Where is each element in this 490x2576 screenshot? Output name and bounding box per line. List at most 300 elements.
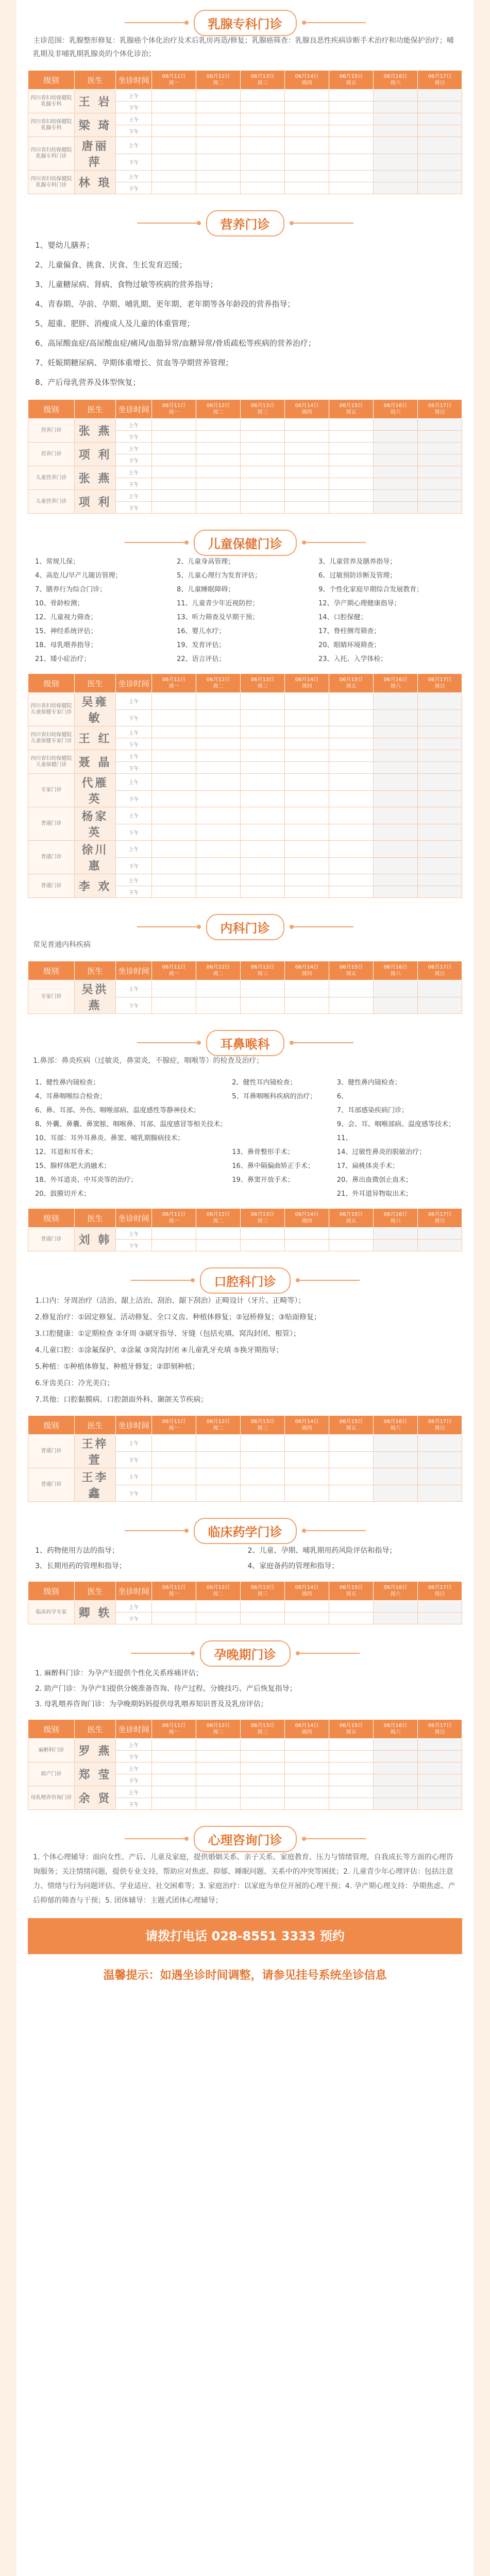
slot-cell[interactable] <box>329 738 374 750</box>
slot-cell[interactable] <box>374 857 418 874</box>
slot-cell[interactable] <box>285 113 329 125</box>
slot-cell[interactable] <box>196 886 241 898</box>
slot-cell[interactable] <box>241 693 285 710</box>
slot-cell[interactable] <box>329 1451 374 1468</box>
slot-cell[interactable] <box>418 443 462 454</box>
slot-cell[interactable] <box>374 1468 418 1485</box>
slot-cell[interactable] <box>285 1774 329 1786</box>
slot-cell[interactable] <box>329 997 374 1014</box>
slot-cell[interactable] <box>329 1786 374 1798</box>
slot-cell[interactable] <box>152 431 196 443</box>
slot-cell[interactable] <box>152 1774 196 1786</box>
slot-cell[interactable] <box>374 874 418 886</box>
slot-cell[interactable] <box>374 841 418 858</box>
slot-cell[interactable] <box>329 1739 374 1751</box>
slot-cell[interactable] <box>196 443 241 454</box>
slot-cell[interactable] <box>374 886 418 898</box>
slot-cell[interactable] <box>196 1451 241 1468</box>
slot-cell[interactable] <box>152 738 196 750</box>
slot-cell[interactable] <box>418 774 462 791</box>
slot-cell[interactable] <box>418 1485 462 1502</box>
slot-cell[interactable] <box>374 1798 418 1810</box>
slot-cell[interactable] <box>241 101 285 113</box>
slot-cell[interactable] <box>374 466 418 478</box>
slot-cell[interactable] <box>196 857 241 874</box>
slot-cell[interactable] <box>418 113 462 125</box>
slot-cell[interactable] <box>285 125 329 137</box>
slot-cell[interactable] <box>329 1601 374 1613</box>
slot-cell[interactable] <box>329 1435 374 1452</box>
slot-cell[interactable] <box>418 1468 462 1485</box>
slot-cell[interactable] <box>152 886 196 898</box>
slot-cell[interactable] <box>241 886 285 898</box>
slot-cell[interactable] <box>374 431 418 443</box>
slot-cell[interactable] <box>241 750 285 762</box>
slot-cell[interactable] <box>196 841 241 858</box>
slot-cell[interactable] <box>418 454 462 466</box>
slot-cell[interactable] <box>152 1739 196 1751</box>
slot-cell[interactable] <box>285 154 329 171</box>
slot-cell[interactable] <box>241 1798 285 1810</box>
slot-cell[interactable] <box>285 101 329 113</box>
row-doctor[interactable]: 张 燕 <box>75 466 116 490</box>
slot-cell[interactable] <box>285 1798 329 1810</box>
slot-cell[interactable] <box>418 154 462 171</box>
slot-cell[interactable] <box>196 90 241 101</box>
slot-cell[interactable] <box>196 1798 241 1810</box>
slot-cell[interactable] <box>418 980 462 997</box>
slot-cell[interactable] <box>152 857 196 874</box>
slot-cell[interactable] <box>196 1468 241 1485</box>
slot-cell[interactable] <box>418 137 462 154</box>
slot-cell[interactable] <box>285 857 329 874</box>
slot-cell[interactable] <box>152 726 196 738</box>
slot-cell[interactable] <box>418 182 462 194</box>
slot-cell[interactable] <box>285 841 329 858</box>
slot-cell[interactable] <box>241 1774 285 1786</box>
slot-cell[interactable] <box>329 171 374 182</box>
slot-cell[interactable] <box>374 101 418 113</box>
slot-cell[interactable] <box>418 750 462 762</box>
slot-cell[interactable] <box>418 1739 462 1751</box>
slot-cell[interactable] <box>418 90 462 101</box>
slot-cell[interactable] <box>152 466 196 478</box>
slot-cell[interactable] <box>418 1762 462 1774</box>
slot-cell[interactable] <box>196 762 241 774</box>
slot-cell[interactable] <box>285 171 329 182</box>
slot-cell[interactable] <box>285 1228 329 1240</box>
slot-cell[interactable] <box>418 857 462 874</box>
slot-cell[interactable] <box>196 709 241 726</box>
slot-cell[interactable] <box>196 419 241 431</box>
slot-cell[interactable] <box>329 454 374 466</box>
slot-cell[interactable] <box>152 1786 196 1798</box>
slot-cell[interactable] <box>329 1240 374 1251</box>
slot-cell[interactable] <box>418 693 462 710</box>
slot-cell[interactable] <box>152 454 196 466</box>
slot-cell[interactable] <box>418 1751 462 1762</box>
slot-cell[interactable] <box>152 137 196 154</box>
slot-cell[interactable] <box>152 125 196 137</box>
slot-cell[interactable] <box>285 726 329 738</box>
slot-cell[interactable] <box>241 774 285 791</box>
slot-cell[interactable] <box>196 774 241 791</box>
slot-cell[interactable] <box>329 1751 374 1762</box>
slot-cell[interactable] <box>152 824 196 841</box>
slot-cell[interactable] <box>241 1240 285 1251</box>
slot-cell[interactable] <box>196 1601 241 1613</box>
slot-cell[interactable] <box>285 466 329 478</box>
slot-cell[interactable] <box>329 807 374 824</box>
slot-cell[interactable] <box>196 1435 241 1452</box>
row-doctor[interactable]: 代雁英 <box>75 774 116 807</box>
slot-cell[interactable] <box>152 90 196 101</box>
slot-cell[interactable] <box>374 997 418 1014</box>
slot-cell[interactable] <box>418 1240 462 1251</box>
slot-cell[interactable] <box>285 1786 329 1798</box>
slot-cell[interactable] <box>418 738 462 750</box>
slot-cell[interactable] <box>374 1751 418 1762</box>
slot-cell[interactable] <box>374 774 418 791</box>
slot-cell[interactable] <box>418 874 462 886</box>
slot-cell[interactable] <box>285 490 329 502</box>
slot-cell[interactable] <box>329 824 374 841</box>
slot-cell[interactable] <box>152 154 196 171</box>
slot-cell[interactable] <box>196 1228 241 1240</box>
slot-cell[interactable] <box>329 419 374 431</box>
slot-cell[interactable] <box>285 874 329 886</box>
slot-cell[interactable] <box>196 1613 241 1624</box>
slot-cell[interactable] <box>374 738 418 750</box>
slot-cell[interactable] <box>329 502 374 514</box>
row-doctor[interactable]: 王李鑫 <box>75 1468 116 1502</box>
row-doctor[interactable]: 唐丽萍 <box>75 137 116 171</box>
row-doctor[interactable]: 罗 燕 <box>75 1739 116 1762</box>
slot-cell[interactable] <box>374 807 418 824</box>
slot-cell[interactable] <box>418 1774 462 1786</box>
slot-cell[interactable] <box>374 478 418 490</box>
slot-cell[interactable] <box>241 478 285 490</box>
slot-cell[interactable] <box>241 113 285 125</box>
slot-cell[interactable] <box>285 431 329 443</box>
slot-cell[interactable] <box>418 1435 462 1452</box>
slot-cell[interactable] <box>285 807 329 824</box>
slot-cell[interactable] <box>196 1751 241 1762</box>
row-doctor[interactable]: 王梓萱 <box>75 1435 116 1468</box>
slot-cell[interactable] <box>329 431 374 443</box>
slot-cell[interactable] <box>196 478 241 490</box>
slot-cell[interactable] <box>285 90 329 101</box>
slot-cell[interactable] <box>374 1786 418 1798</box>
slot-cell[interactable] <box>285 1485 329 1502</box>
slot-cell[interactable] <box>285 137 329 154</box>
slot-cell[interactable] <box>374 824 418 841</box>
slot-cell[interactable] <box>152 1435 196 1452</box>
slot-cell[interactable] <box>196 490 241 502</box>
slot-cell[interactable] <box>374 1435 418 1452</box>
slot-cell[interactable] <box>374 490 418 502</box>
slot-cell[interactable] <box>329 726 374 738</box>
slot-cell[interactable] <box>241 182 285 194</box>
row-doctor[interactable]: 王 红 <box>75 726 116 750</box>
slot-cell[interactable] <box>152 478 196 490</box>
slot-cell[interactable] <box>374 1774 418 1786</box>
slot-cell[interactable] <box>329 490 374 502</box>
slot-cell[interactable] <box>152 790 196 807</box>
slot-cell[interactable] <box>374 726 418 738</box>
slot-cell[interactable] <box>285 738 329 750</box>
slot-cell[interactable] <box>241 1601 285 1613</box>
slot-cell[interactable] <box>196 454 241 466</box>
slot-cell[interactable] <box>241 841 285 858</box>
slot-cell[interactable] <box>152 1762 196 1774</box>
slot-cell[interactable] <box>329 125 374 137</box>
slot-cell[interactable] <box>285 454 329 466</box>
slot-cell[interactable] <box>241 1739 285 1751</box>
slot-cell[interactable] <box>418 431 462 443</box>
slot-cell[interactable] <box>241 874 285 886</box>
row-doctor[interactable]: 李 欢 <box>75 874 116 898</box>
row-doctor[interactable]: 王 岩 <box>75 90 116 113</box>
slot-cell[interactable] <box>418 726 462 738</box>
slot-cell[interactable] <box>374 171 418 182</box>
slot-cell[interactable] <box>241 726 285 738</box>
slot-cell[interactable] <box>285 1435 329 1452</box>
slot-cell[interactable] <box>196 137 241 154</box>
slot-cell[interactable] <box>374 1613 418 1624</box>
slot-cell[interactable] <box>285 1451 329 1468</box>
row-doctor[interactable]: 吴洪燕 <box>75 980 116 1014</box>
slot-cell[interactable] <box>285 182 329 194</box>
slot-cell[interactable] <box>152 762 196 774</box>
slot-cell[interactable] <box>374 419 418 431</box>
slot-cell[interactable] <box>196 431 241 443</box>
slot-cell[interactable] <box>152 1798 196 1810</box>
slot-cell[interactable] <box>418 824 462 841</box>
slot-cell[interactable] <box>285 762 329 774</box>
slot-cell[interactable] <box>285 419 329 431</box>
slot-cell[interactable] <box>418 490 462 502</box>
slot-cell[interactable] <box>196 807 241 824</box>
slot-cell[interactable] <box>285 1613 329 1624</box>
slot-cell[interactable] <box>285 1601 329 1613</box>
slot-cell[interactable] <box>152 841 196 858</box>
slot-cell[interactable] <box>329 693 374 710</box>
slot-cell[interactable] <box>285 502 329 514</box>
row-doctor[interactable]: 林 琅 <box>75 171 116 194</box>
slot-cell[interactable] <box>285 980 329 997</box>
slot-cell[interactable] <box>152 874 196 886</box>
slot-cell[interactable] <box>374 1485 418 1502</box>
slot-cell[interactable] <box>329 790 374 807</box>
slot-cell[interactable] <box>285 1751 329 1762</box>
slot-cell[interactable] <box>329 1228 374 1240</box>
slot-cell[interactable] <box>241 762 285 774</box>
row-doctor[interactable]: 梁 琦 <box>75 113 116 137</box>
slot-cell[interactable] <box>329 841 374 858</box>
slot-cell[interactable] <box>374 1451 418 1468</box>
slot-cell[interactable] <box>196 113 241 125</box>
slot-cell[interactable] <box>196 1762 241 1774</box>
slot-cell[interactable] <box>241 824 285 841</box>
slot-cell[interactable] <box>329 1798 374 1810</box>
slot-cell[interactable] <box>196 1485 241 1502</box>
slot-cell[interactable] <box>152 709 196 726</box>
slot-cell[interactable] <box>374 113 418 125</box>
slot-cell[interactable] <box>285 790 329 807</box>
slot-cell[interactable] <box>152 693 196 710</box>
slot-cell[interactable] <box>241 709 285 726</box>
slot-cell[interactable] <box>196 750 241 762</box>
slot-cell[interactable] <box>196 171 241 182</box>
slot-cell[interactable] <box>285 1240 329 1251</box>
slot-cell[interactable] <box>285 750 329 762</box>
row-doctor[interactable]: 项 利 <box>75 490 116 514</box>
slot-cell[interactable] <box>374 750 418 762</box>
slot-cell[interactable] <box>241 1451 285 1468</box>
slot-cell[interactable] <box>374 762 418 774</box>
slot-cell[interactable] <box>285 443 329 454</box>
slot-cell[interactable] <box>152 997 196 1014</box>
slot-cell[interactable] <box>329 182 374 194</box>
slot-cell[interactable] <box>418 1786 462 1798</box>
slot-cell[interactable] <box>285 824 329 841</box>
slot-cell[interactable] <box>241 1485 285 1502</box>
row-doctor[interactable]: 徐川惠 <box>75 841 116 874</box>
slot-cell[interactable] <box>241 431 285 443</box>
slot-cell[interactable] <box>329 137 374 154</box>
slot-cell[interactable] <box>285 478 329 490</box>
row-doctor[interactable]: 聂 晶 <box>75 750 116 774</box>
slot-cell[interactable] <box>418 1613 462 1624</box>
slot-cell[interactable] <box>329 90 374 101</box>
slot-cell[interactable] <box>152 1468 196 1485</box>
row-doctor[interactable]: 杨家英 <box>75 807 116 841</box>
slot-cell[interactable] <box>241 419 285 431</box>
slot-cell[interactable] <box>196 1774 241 1786</box>
slot-cell[interactable] <box>152 443 196 454</box>
slot-cell[interactable] <box>374 1228 418 1240</box>
slot-cell[interactable] <box>152 1228 196 1240</box>
slot-cell[interactable] <box>374 1762 418 1774</box>
slot-cell[interactable] <box>152 502 196 514</box>
slot-cell[interactable] <box>418 790 462 807</box>
slot-cell[interactable] <box>418 807 462 824</box>
slot-cell[interactable] <box>285 709 329 726</box>
slot-cell[interactable] <box>241 807 285 824</box>
slot-cell[interactable] <box>152 1601 196 1613</box>
slot-cell[interactable] <box>241 125 285 137</box>
slot-cell[interactable] <box>241 1751 285 1762</box>
slot-cell[interactable] <box>241 171 285 182</box>
slot-cell[interactable] <box>285 774 329 791</box>
slot-cell[interactable] <box>152 807 196 824</box>
slot-cell[interactable] <box>241 490 285 502</box>
slot-cell[interactable] <box>374 980 418 997</box>
slot-cell[interactable] <box>329 886 374 898</box>
slot-cell[interactable] <box>329 857 374 874</box>
slot-cell[interactable] <box>285 997 329 1014</box>
slot-cell[interactable] <box>241 1786 285 1798</box>
slot-cell[interactable] <box>418 466 462 478</box>
slot-cell[interactable] <box>329 1774 374 1786</box>
slot-cell[interactable] <box>329 1485 374 1502</box>
slot-cell[interactable] <box>374 1601 418 1613</box>
slot-cell[interactable] <box>152 1485 196 1502</box>
slot-cell[interactable] <box>329 750 374 762</box>
slot-cell[interactable] <box>285 693 329 710</box>
slot-cell[interactable] <box>241 454 285 466</box>
slot-cell[interactable] <box>418 478 462 490</box>
slot-cell[interactable] <box>196 101 241 113</box>
slot-cell[interactable] <box>196 726 241 738</box>
slot-cell[interactable] <box>374 693 418 710</box>
slot-cell[interactable] <box>196 874 241 886</box>
slot-cell[interactable] <box>241 738 285 750</box>
slot-cell[interactable] <box>196 980 241 997</box>
slot-cell[interactable] <box>241 857 285 874</box>
slot-cell[interactable] <box>241 502 285 514</box>
slot-cell[interactable] <box>329 113 374 125</box>
slot-cell[interactable] <box>418 1451 462 1468</box>
row-doctor[interactable]: 卿 轶 <box>75 1601 116 1624</box>
slot-cell[interactable] <box>152 750 196 762</box>
slot-cell[interactable] <box>241 980 285 997</box>
slot-cell[interactable] <box>329 762 374 774</box>
slot-cell[interactable] <box>329 443 374 454</box>
slot-cell[interactable] <box>285 1468 329 1485</box>
slot-cell[interactable] <box>152 171 196 182</box>
slot-cell[interactable] <box>196 154 241 171</box>
slot-cell[interactable] <box>196 466 241 478</box>
slot-cell[interactable] <box>329 1762 374 1774</box>
slot-cell[interactable] <box>196 790 241 807</box>
slot-cell[interactable] <box>329 466 374 478</box>
slot-cell[interactable] <box>196 693 241 710</box>
slot-cell[interactable] <box>241 466 285 478</box>
slot-cell[interactable] <box>241 997 285 1014</box>
slot-cell[interactable] <box>196 125 241 137</box>
slot-cell[interactable] <box>241 443 285 454</box>
slot-cell[interactable] <box>418 841 462 858</box>
slot-cell[interactable] <box>196 997 241 1014</box>
slot-cell[interactable] <box>418 502 462 514</box>
slot-cell[interactable] <box>418 125 462 137</box>
slot-cell[interactable] <box>241 154 285 171</box>
slot-cell[interactable] <box>196 1240 241 1251</box>
row-doctor[interactable]: 张 燕 <box>75 419 116 443</box>
slot-cell[interactable] <box>374 790 418 807</box>
slot-cell[interactable] <box>374 454 418 466</box>
slot-cell[interactable] <box>152 490 196 502</box>
slot-cell[interactable] <box>329 980 374 997</box>
slot-cell[interactable] <box>418 1601 462 1613</box>
slot-cell[interactable] <box>418 762 462 774</box>
slot-cell[interactable] <box>241 1468 285 1485</box>
slot-cell[interactable] <box>241 1762 285 1774</box>
row-doctor[interactable]: 刘 韩 <box>75 1228 116 1251</box>
slot-cell[interactable] <box>241 1613 285 1624</box>
slot-cell[interactable] <box>418 997 462 1014</box>
slot-cell[interactable] <box>329 154 374 171</box>
slot-cell[interactable] <box>152 101 196 113</box>
slot-cell[interactable] <box>374 90 418 101</box>
slot-cell[interactable] <box>196 1786 241 1798</box>
slot-cell[interactable] <box>329 709 374 726</box>
slot-cell[interactable] <box>374 137 418 154</box>
slot-cell[interactable] <box>329 1468 374 1485</box>
slot-cell[interactable] <box>152 113 196 125</box>
